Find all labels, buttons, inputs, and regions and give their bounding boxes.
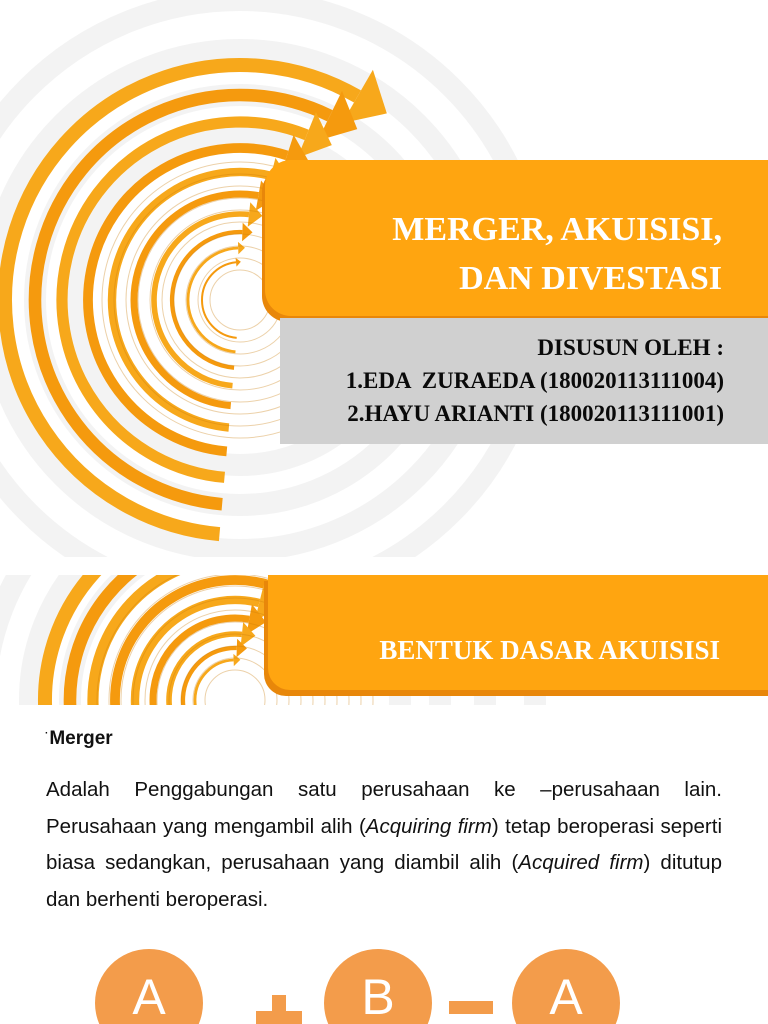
paragraph-text: ) ditutup dan berhenti beroperasi.: [46, 851, 722, 911]
definition-paragraph: [46, 772, 722, 918]
author-1: 1.EDA ZURAEDA (180020113111004): [345, 368, 724, 393]
equals-icon: [449, 1001, 493, 1014]
diagram-circle-result: A: [512, 949, 620, 1024]
authors-heading: DISUSUN OLEH :: [537, 335, 724, 360]
diagram-circle-b: B: [324, 949, 432, 1024]
slide-title: [262, 205, 722, 303]
subheading: [45, 728, 113, 750]
title-line-1: MERGER, AKUISISI,: [392, 211, 722, 248]
paragraph-italic: Acquiring firm: [365, 814, 492, 838]
paragraph-italic: Acquired firm: [518, 851, 644, 874]
plus-icon: [272, 995, 286, 1024]
bullet: ·: [45, 728, 49, 739]
paragraph-text: Adalah Penggabungan satu perusahaan ke –perusahaan lain. Perusahaan yang mengambil alih (: [46, 778, 722, 838]
author-block: [204, 331, 724, 430]
author-2: 2.HAYU ARIANTI (180020113111001): [347, 401, 724, 426]
paragraph-text: ) tetap beroperasi seperti biasa sedangkan, perusahaan yang diambil alih (: [46, 814, 722, 874]
title-line-2: DAN DIVESTASI: [459, 260, 722, 297]
diagram-circle-a: A: [95, 949, 203, 1024]
content-slide: [0, 575, 768, 1024]
slide-gap: [0, 557, 768, 575]
slide-title: BENTUK DASAR AKUISISI: [379, 635, 720, 665]
subheading-text: Merger: [49, 728, 113, 749]
title-band: [268, 575, 768, 690]
